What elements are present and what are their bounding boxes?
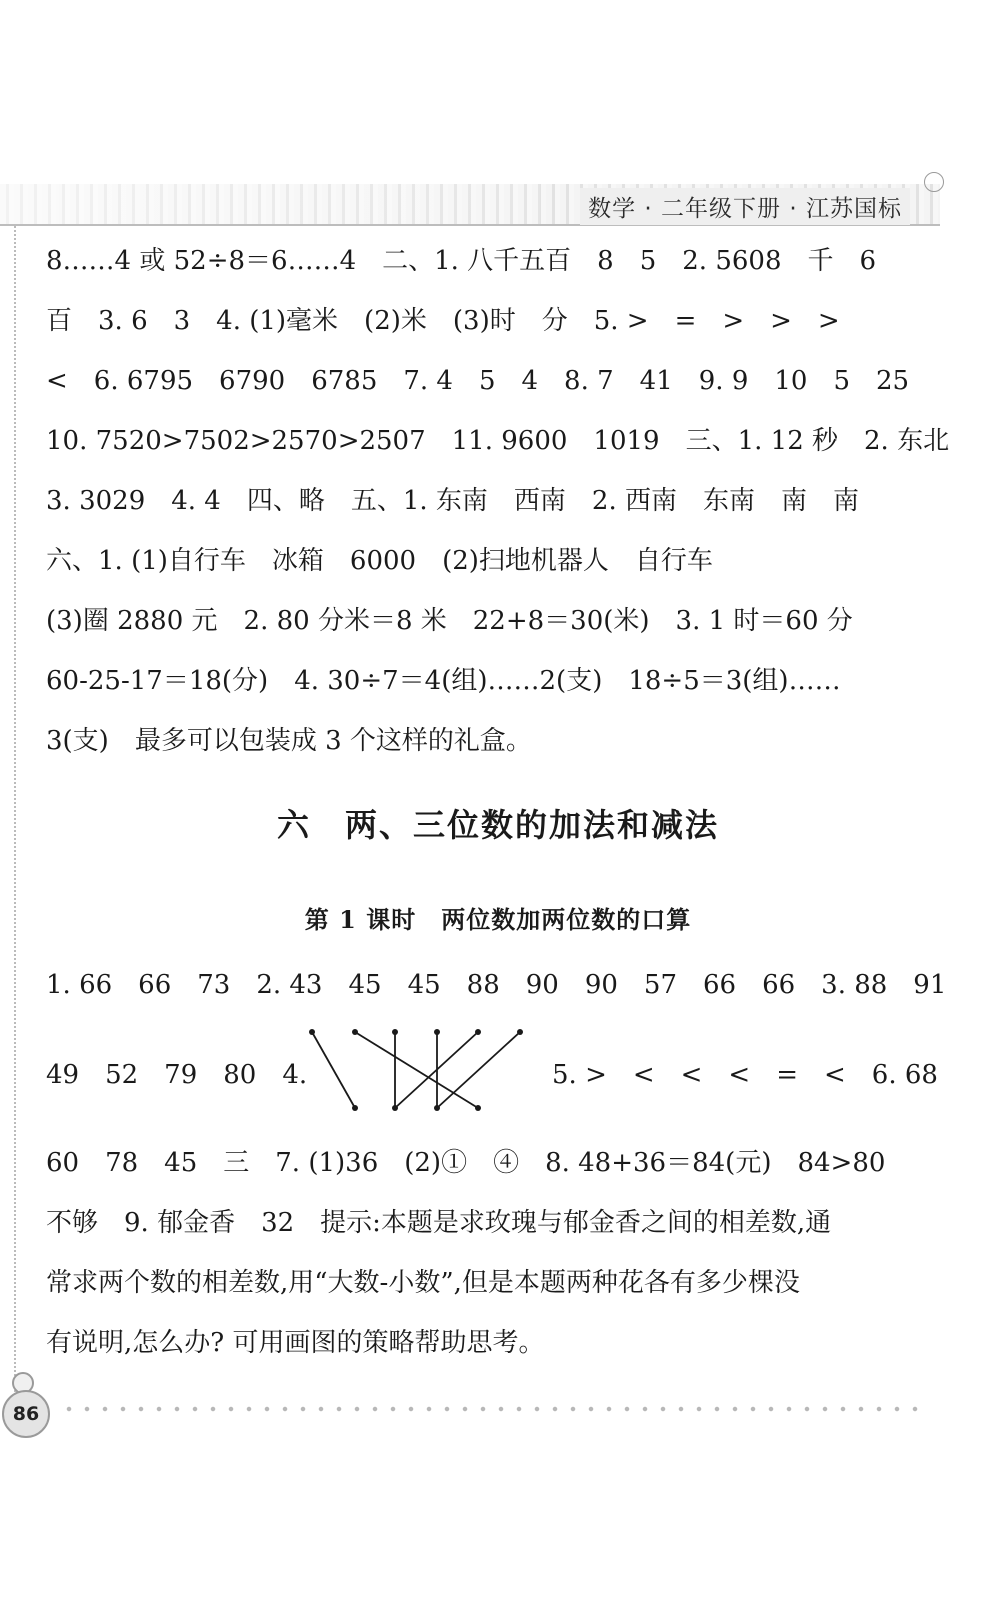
answer-line-6: 六、1. (1)自行车 冰箱 6000 (2)扫地机器人 自行车 [46, 546, 713, 576]
match-line-1 [312, 1032, 355, 1108]
lesson-line-4: 不够 9. 郁金香 32 提示:本题是求玫瑰与郁金香之间的相差数,通 [46, 1208, 832, 1238]
answer-line-7: (3)圈 2880 元 2. 80 分米＝8 米 22+8＝30(米) 3. 1 时＝60 分 [46, 606, 853, 636]
footer-dotted-rule [60, 1404, 930, 1414]
page-number: 86 [2, 1390, 50, 1438]
answer-line-8: 60-25-17＝18(分) 4. 30÷7＝4(组)……2(支) 18÷5＝3(组)…… [46, 666, 841, 696]
answer-line-9: 3(支) 最多可以包装成 3 个这样的礼盒。 [46, 726, 532, 756]
lesson-line-3: 60 78 45 三 7. (1)36 (2)① ④ 8. 48+36＝84(元) 84>80 [46, 1148, 886, 1178]
lesson-line-2a: 49 52 79 80 4. [46, 1060, 308, 1090]
lesson-line-1: 1. 66 66 73 2. 43 45 45 88 90 90 57 66 66 3. 88 91 [46, 970, 947, 1000]
lesson-title: 第 1 课时 两位数加两位数的口算 [304, 905, 692, 934]
matching-lines-diagram [300, 1022, 540, 1118]
lesson-line-2b: 5. > < < < = < 6. 68 [552, 1060, 938, 1090]
header-circle-icon [924, 172, 944, 192]
answer-line-5: 3. 3029 4. 4 四、略 五、1. 东南 西南 2. 西南 东南 南 南 [46, 486, 859, 516]
section-title: 六 两、三位数的加法和减法 [276, 806, 719, 844]
answer-line-4: 10. 7520>7502>2570>2507 11. 9600 1019 三、1. 12 秒 2. 东北 [46, 426, 950, 456]
header-label: 数学 · 二年级下册 · 江苏国标 [580, 188, 910, 225]
header-band-fade [0, 184, 540, 224]
match-line-2 [355, 1032, 478, 1108]
answer-line-2: 百 3. 6 3 4. (1)毫米 (2)米 (3)时 分 5. > = > > > [46, 306, 840, 336]
lesson-line-6: 有说明,怎么办? 可用画图的策略帮助思考。 [46, 1328, 545, 1358]
answer-line-3: < 6. 6795 6790 6785 7. 4 5 4 8. 7 41 9. 9 10 5 25 [46, 366, 910, 396]
lesson-line-5: 常求两个数的相差数,用“大数-小数”,但是本题两种花各有多少棵没 [46, 1268, 800, 1298]
answer-line-1: 8……4 或 52÷8＝6……4 二、1. 八千五百 8 5 2. 5608 千 6 [46, 246, 877, 276]
match-line-6 [437, 1032, 520, 1108]
